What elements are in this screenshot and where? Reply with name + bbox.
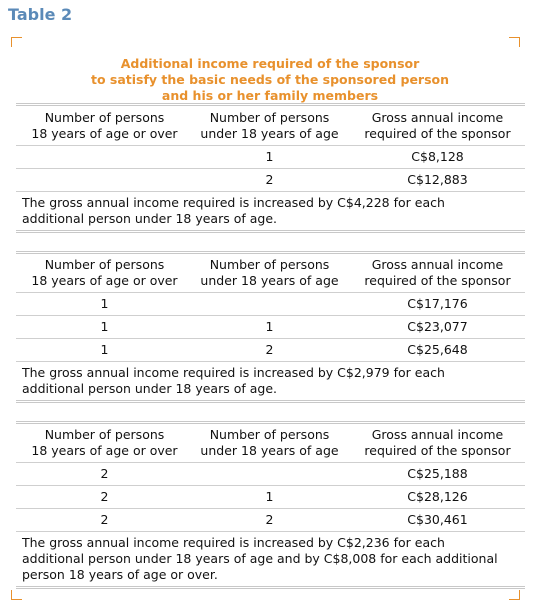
header-line: required of the sponsor xyxy=(364,126,511,141)
cell-children: 1 xyxy=(265,149,274,164)
cell-adults: 1 xyxy=(100,319,109,334)
cell-income: C$12,883 xyxy=(407,172,468,187)
cell-adults: 2 xyxy=(100,489,109,504)
header-line: Gross annual income xyxy=(371,110,504,125)
cell-income: C$8,128 xyxy=(411,149,464,164)
header-children xyxy=(192,427,347,459)
header-income xyxy=(350,257,525,289)
cell-children: 2 xyxy=(265,342,274,357)
section-rule xyxy=(16,103,525,106)
cell-children: 2 xyxy=(265,512,274,527)
header-line: 18 years of age or over xyxy=(31,273,178,288)
corner-bracket-top-left xyxy=(11,37,22,47)
note-line: The gross annual income required is increased by C$2,979 for each xyxy=(22,365,445,380)
cell-children xyxy=(192,296,347,312)
corner-bracket-bottom-right xyxy=(509,590,520,600)
row-rule xyxy=(16,145,525,146)
cell-income: C$17,176 xyxy=(407,296,468,311)
note-line: additional person under 18 years of age. xyxy=(22,211,277,226)
header-line: 18 years of age or over xyxy=(31,126,178,141)
cell-adults: 2 xyxy=(100,512,109,527)
row-rule xyxy=(16,292,525,293)
header-line: Number of persons xyxy=(44,427,165,442)
header-line: Number of persons xyxy=(44,257,165,272)
row-rule xyxy=(16,531,525,532)
note-line: additional person under 18 years of age and by C$8,008 for each additional xyxy=(22,551,498,566)
cell-children: 1 xyxy=(265,319,274,334)
header-line: Gross annual income xyxy=(371,427,504,442)
cell-income: C$28,126 xyxy=(407,489,468,504)
header-line: under 18 years of age xyxy=(200,273,339,288)
cell-income: C$25,648 xyxy=(407,342,468,357)
header-line: Number of persons xyxy=(44,110,165,125)
note-line: additional person under 18 years of age. xyxy=(22,381,277,396)
section-note xyxy=(22,195,522,227)
cell-income: C$30,461 xyxy=(407,512,468,527)
cell-adults xyxy=(17,149,192,165)
row-rule xyxy=(16,361,525,362)
section-rule xyxy=(16,421,525,424)
section-rule xyxy=(16,400,525,403)
header-adults xyxy=(17,110,192,142)
cell-children xyxy=(192,466,347,482)
cell-income: C$23,077 xyxy=(407,319,468,334)
table-title xyxy=(20,56,520,104)
cell-children: 1 xyxy=(265,489,274,504)
row-rule xyxy=(16,485,525,486)
cell-children: 2 xyxy=(265,172,274,187)
row-rule xyxy=(16,462,525,463)
cell-income: C$25,188 xyxy=(407,466,468,481)
corner-bracket-bottom-left xyxy=(11,590,22,600)
header-income xyxy=(350,110,525,142)
header-income xyxy=(350,427,525,459)
cell-adults: 1 xyxy=(100,342,109,357)
note-line: The gross annual income required is increased by C$2,236 for each xyxy=(22,535,445,550)
section-rule xyxy=(16,230,525,233)
row-rule xyxy=(16,508,525,509)
row-rule xyxy=(16,191,525,192)
title-line: Additional income required of the sponsor xyxy=(120,56,420,71)
header-line: Number of persons xyxy=(209,110,330,125)
header-line: 18 years of age or over xyxy=(31,443,178,458)
title-line: to satisfy the basic needs of the sponsored person xyxy=(90,72,450,87)
header-children xyxy=(192,257,347,289)
note-line: person 18 years of age or over. xyxy=(22,567,218,582)
row-rule xyxy=(16,315,525,316)
header-line: under 18 years of age xyxy=(200,443,339,458)
row-rule xyxy=(16,338,525,339)
cell-adults: 1 xyxy=(100,296,109,311)
row-rule xyxy=(16,168,525,169)
title-line: and his or her family members xyxy=(161,88,379,103)
section-rule xyxy=(16,586,525,589)
header-line: required of the sponsor xyxy=(364,443,511,458)
note-line: The gross annual income required is increased by C$4,228 for each xyxy=(22,195,445,210)
header-line: required of the sponsor xyxy=(364,273,511,288)
header-children xyxy=(192,110,347,142)
cell-adults: 2 xyxy=(100,466,109,481)
header-line: Gross annual income xyxy=(371,257,504,272)
header-adults xyxy=(17,257,192,289)
header-adults xyxy=(17,427,192,459)
section-note xyxy=(22,535,522,583)
section-rule xyxy=(16,251,525,254)
table-label: Table 2 xyxy=(8,5,73,24)
header-line: under 18 years of age xyxy=(200,126,339,141)
header-line: Number of persons xyxy=(209,427,330,442)
header-line: Number of persons xyxy=(209,257,330,272)
corner-bracket-top-right xyxy=(509,37,520,47)
cell-adults xyxy=(17,172,192,188)
section-note xyxy=(22,365,522,397)
